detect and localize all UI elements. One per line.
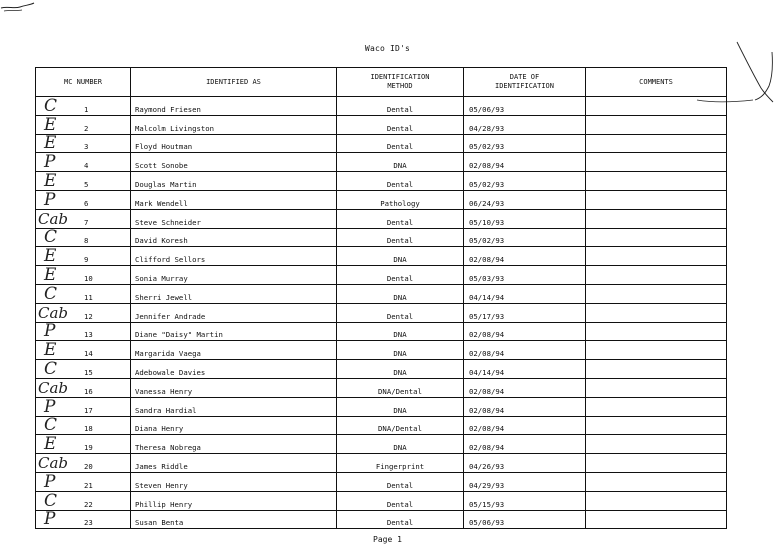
date-of-identification-cell: 05/02/93 (464, 228, 586, 247)
date-of-identification-cell: 02/08/94 (464, 416, 586, 435)
table-row (36, 360, 727, 379)
mc-number-cell (36, 416, 131, 435)
comments-cell (586, 247, 727, 266)
mc-number: 19 (84, 443, 93, 453)
mc-number-cell (36, 172, 131, 191)
date-of-identification-cell: 02/08/94 (464, 153, 586, 172)
comments-cell (586, 378, 727, 397)
mc-number: 18 (84, 424, 93, 434)
identification-method-cell: DNA/Dental (337, 378, 464, 397)
mc-number: 23 (84, 518, 93, 528)
comments-cell (586, 266, 727, 285)
table-row (36, 153, 727, 172)
comments-cell (586, 134, 727, 153)
date-of-identification-cell: 02/08/94 (464, 435, 586, 454)
mc-number: 7 (84, 217, 89, 227)
identification-method-cell: Dental (337, 510, 464, 529)
handwritten-mark: C (44, 491, 58, 511)
mc-number-cell (36, 435, 131, 454)
date-of-identification-cell: 05/06/93 (464, 510, 586, 529)
table-row (36, 378, 727, 397)
identified-as-cell: Margarida Vaega (131, 341, 337, 360)
mc-number: 8 (84, 236, 89, 246)
date-of-identification-cell: 06/24/93 (464, 190, 586, 209)
header-date-line2: IDENTIFICATION (494, 82, 554, 90)
mc-number-cell (36, 134, 131, 153)
mc-number: 1 (84, 104, 89, 114)
identification-method-cell: Dental (337, 491, 464, 510)
date-of-identification-cell: 04/29/93 (464, 472, 586, 491)
table-row (36, 322, 727, 341)
identified-as-cell: Sherri Jewell (131, 284, 337, 303)
identified-as-cell: Jennifer Andrade (131, 303, 337, 322)
identification-method-cell: Dental (337, 115, 464, 134)
mc-number: 10 (84, 273, 93, 283)
handwritten-mark: Cab (38, 303, 69, 322)
mc-number-cell (36, 266, 131, 285)
date-of-identification-cell: 04/14/94 (464, 284, 586, 303)
header-identification-method (337, 68, 464, 97)
comments-cell (586, 190, 727, 209)
date-of-identification-cell: 04/28/93 (464, 115, 586, 134)
mc-number-cell (36, 228, 131, 247)
mc-number: 4 (84, 161, 89, 171)
handwritten-mark: E (44, 115, 57, 135)
table-row (36, 115, 727, 134)
mc-number-cell (36, 322, 131, 341)
identification-method-cell: DNA (337, 153, 464, 172)
handwritten-mark: C (44, 96, 58, 116)
handwritten-mark: P (44, 472, 56, 492)
mc-number-cell (36, 491, 131, 510)
identification-method-cell: Dental (337, 472, 464, 491)
identified-as-cell: Floyd Houtman (131, 134, 337, 153)
header-mc-number: MC NUMBER (36, 68, 131, 97)
table-row (36, 454, 727, 473)
handwritten-mark: E (44, 340, 57, 360)
date-of-identification-cell: 05/03/93 (464, 266, 586, 285)
identification-method-cell: Dental (337, 209, 464, 228)
comments-cell (586, 228, 727, 247)
date-of-identification-cell: 05/02/93 (464, 134, 586, 153)
identification-method-cell: DNA (337, 341, 464, 360)
comments-cell (586, 341, 727, 360)
mc-number: 13 (84, 330, 93, 340)
handwritten-mark: C (44, 228, 58, 247)
identified-as-cell: Sonia Murray (131, 266, 337, 285)
identified-as-cell: Mark Wendell (131, 190, 337, 209)
mc-number: 5 (84, 179, 89, 189)
comments-cell (586, 209, 727, 228)
comments-cell (586, 153, 727, 172)
handwritten-mark: E (44, 265, 57, 285)
identified-as-cell: Steve Schneider (131, 209, 337, 228)
identified-as-cell: Clifford Sellors (131, 247, 337, 266)
identification-method-cell: Fingerprint (337, 454, 464, 473)
identification-method-cell: DNA (337, 397, 464, 416)
identification-method-cell: Pathology (337, 190, 464, 209)
table-row (36, 510, 727, 529)
handwritten-mark: Cab (38, 378, 69, 397)
table-row (36, 247, 727, 266)
identified-as-cell: Diane "Daisy" Martin (131, 322, 337, 341)
mc-number-cell (36, 378, 131, 397)
handwritten-mark: P (44, 510, 56, 529)
table-row (36, 491, 727, 510)
table-row (36, 284, 727, 303)
header-date-of-identification (464, 68, 586, 97)
date-of-identification-cell: 05/17/93 (464, 303, 586, 322)
date-of-identification-cell: 04/14/94 (464, 360, 586, 379)
mc-number-cell (36, 510, 131, 529)
identified-as-cell: Malcolm Livingston (131, 115, 337, 134)
handwritten-mark: C (44, 359, 58, 379)
identification-method-cell: DNA (337, 435, 464, 454)
mc-number: 9 (84, 255, 89, 265)
identified-as-cell: David Koresh (131, 228, 337, 247)
table-row (36, 472, 727, 491)
comments-cell (586, 510, 727, 529)
identified-as-cell: Susan Benta (131, 510, 337, 529)
identified-as-cell: Sandra Hardial (131, 397, 337, 416)
mc-number-cell (36, 472, 131, 491)
document-title: Waco ID's (364, 44, 411, 53)
identification-method-cell: DNA (337, 322, 464, 341)
identification-method-cell: Dental (337, 266, 464, 285)
comments-cell (586, 397, 727, 416)
identified-as-cell: Douglas Martin (131, 172, 337, 191)
header-comments: COMMENTS (586, 68, 727, 97)
mc-number-cell (36, 397, 131, 416)
date-of-identification-cell: 05/10/93 (464, 209, 586, 228)
mc-number-cell (36, 115, 131, 134)
mc-number-cell (36, 284, 131, 303)
table-row (36, 209, 727, 228)
identification-method-cell: Dental (337, 228, 464, 247)
header-method-line1: IDENTIFICATION (370, 73, 430, 81)
identification-method-cell: Dental (337, 97, 464, 116)
mc-number: 14 (84, 349, 93, 359)
mc-number-cell (36, 360, 131, 379)
table-row (36, 303, 727, 322)
identified-as-cell: Vanessa Henry (131, 378, 337, 397)
mc-number-cell (36, 97, 131, 116)
identification-method-cell: Dental (337, 134, 464, 153)
identified-as-cell: Phillip Henry (131, 491, 337, 510)
date-of-identification-cell: 05/15/93 (464, 491, 586, 510)
comments-cell (586, 303, 727, 322)
identification-method-cell: Dental (337, 172, 464, 191)
mc-number: 11 (84, 292, 93, 302)
header-date-line1: DATE OF (509, 73, 540, 81)
table-header-row (36, 68, 727, 97)
comments-cell (586, 416, 727, 435)
identification-method-cell: DNA/Dental (337, 416, 464, 435)
handwritten-mark: P (44, 397, 56, 417)
comments-cell (586, 472, 727, 491)
table-row (36, 341, 727, 360)
handwritten-mark: C (44, 416, 58, 435)
identified-as-cell: Diana Henry (131, 416, 337, 435)
identified-as-cell: Scott Sonobe (131, 153, 337, 172)
identification-method-cell: DNA (337, 360, 464, 379)
mc-number: 12 (84, 311, 93, 321)
date-of-identification-cell: 05/02/93 (464, 172, 586, 191)
mc-number: 17 (84, 405, 93, 415)
handwritten-mark: Cab (38, 453, 69, 472)
handwritten-mark: P (44, 322, 56, 341)
mc-number-cell (36, 153, 131, 172)
table-row (36, 134, 727, 153)
date-of-identification-cell: 02/08/94 (464, 247, 586, 266)
mc-number: 22 (84, 499, 93, 509)
identified-as-cell: James Riddle (131, 454, 337, 473)
mc-number-cell (36, 303, 131, 322)
pen-scribble-top-left (0, 0, 40, 14)
identification-table (35, 67, 727, 529)
date-of-identification-cell: 05/06/93 (464, 97, 586, 116)
table-row (36, 416, 727, 435)
handwritten-mark: Cab (38, 209, 69, 228)
mc-number: 20 (84, 461, 93, 471)
handwritten-mark: P (44, 152, 56, 172)
comments-cell (586, 284, 727, 303)
comments-cell (586, 115, 727, 134)
date-of-identification-cell: 02/08/94 (464, 378, 586, 397)
mc-number: 16 (84, 386, 93, 396)
mc-number: 3 (84, 142, 89, 152)
table-row (36, 172, 727, 191)
handwritten-mark: E (44, 246, 57, 266)
identification-method-cell: DNA (337, 247, 464, 266)
table-row (36, 266, 727, 285)
comments-cell (586, 97, 727, 116)
identified-as-cell: Steven Henry (131, 472, 337, 491)
handwritten-mark: E (44, 434, 57, 454)
comments-cell (586, 491, 727, 510)
mc-number: 21 (84, 480, 93, 490)
mc-number-cell (36, 190, 131, 209)
date-of-identification-cell: 02/08/94 (464, 322, 586, 341)
header-identified-as: IDENTIFIED AS (131, 68, 337, 97)
table-row (36, 435, 727, 454)
comments-cell (586, 322, 727, 341)
handwritten-mark: P (44, 190, 56, 210)
table-row (36, 397, 727, 416)
identification-method-cell: DNA (337, 284, 464, 303)
mc-number-cell (36, 454, 131, 473)
page-number: Page 1 (373, 535, 402, 544)
header-method-line2: METHOD (387, 82, 413, 90)
date-of-identification-cell: 04/26/93 (464, 454, 586, 473)
date-of-identification-cell: 02/08/94 (464, 341, 586, 360)
handwritten-mark: E (44, 134, 57, 153)
date-of-identification-cell: 02/08/94 (464, 397, 586, 416)
identification-method-cell: Dental (337, 303, 464, 322)
table-row (36, 190, 727, 209)
mc-number: 15 (84, 367, 93, 377)
handwritten-mark: C (44, 284, 58, 304)
identified-as-cell: Theresa Nobrega (131, 435, 337, 454)
identified-as-cell: Adebowale Davies (131, 360, 337, 379)
comments-cell (586, 172, 727, 191)
comments-cell (586, 435, 727, 454)
handwritten-mark: E (44, 171, 57, 191)
mc-number: 2 (84, 123, 89, 133)
mc-number-cell (36, 209, 131, 228)
comments-cell (586, 360, 727, 379)
table-row (36, 97, 727, 116)
mc-number-cell (36, 341, 131, 360)
mc-number: 6 (84, 198, 89, 208)
identified-as-cell: Raymond Friesen (131, 97, 337, 116)
table-row (36, 228, 727, 247)
mc-number-cell (36, 247, 131, 266)
comments-cell (586, 454, 727, 473)
